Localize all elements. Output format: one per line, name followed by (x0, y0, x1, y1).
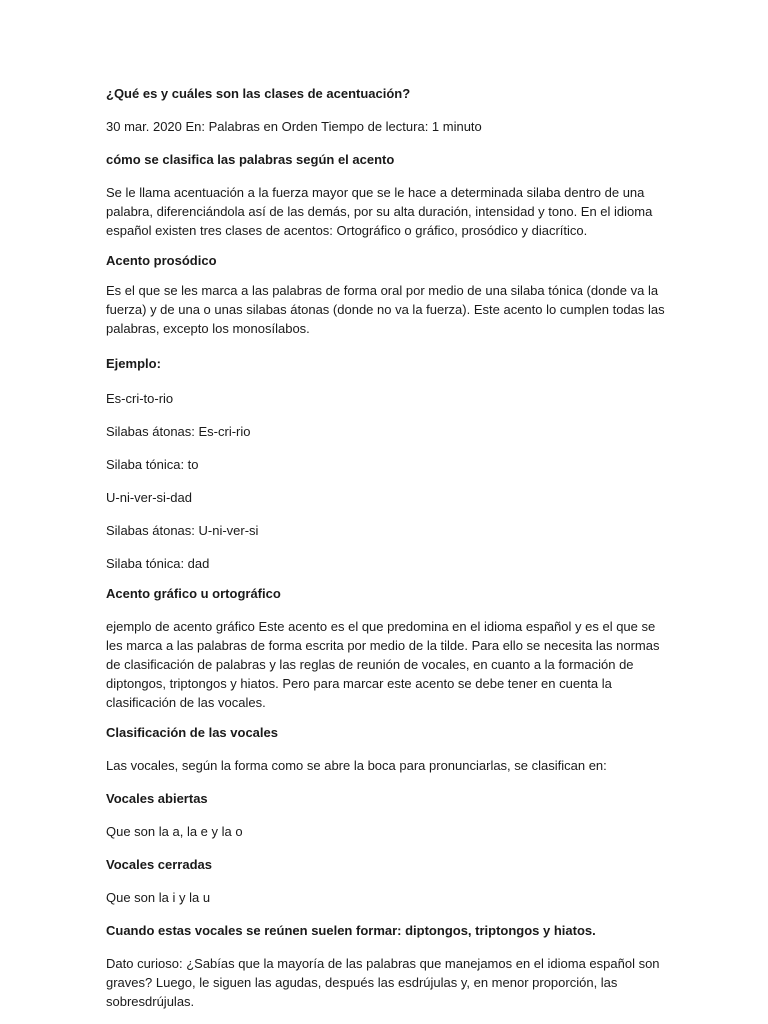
heading-union-vocales: Cuando estas vocales se reúnen suelen formar: diptongos, triptongos y hiatos. (106, 923, 596, 938)
paragraph-acento-prosodico: Es el que se les marca a las palabras de forma oral por medio de una silaba tónica (donde va la fuerza) y de una o unas silabas átonas (donde no va la fuerza). Este acento lo cumplen todas las palabras, excepto los monosílabos. (106, 283, 665, 336)
heading-acento-grafico: Acento gráfico u ortográfico (106, 586, 281, 601)
example-2-tonica: Silaba tónica: dad (106, 556, 210, 571)
document-subtitle: cómo se clasifica las palabras según el acento (106, 152, 395, 167)
heading-ejemplo: Ejemplo: (106, 356, 161, 371)
intro-paragraph: Se le llama acentuación a la fuerza mayor que se le hace a determinada silaba dentro de una palabra, diferenciándola así de las demás, por su alta duración, intensidad y tono. En el idioma español existen tres clases de acentos: Ortográfico o gráfico, prosódico y diacrítico. (106, 185, 653, 238)
heading-clasificacion-vocales: Clasificación de las vocales (106, 725, 278, 740)
document-title: ¿Qué es y cuáles son las clases de acentuación? (106, 86, 411, 101)
paragraph-vocales-abiertas: Que son la a, la e y la o (106, 824, 243, 839)
example-word-2: U-ni-ver-si-dad (106, 490, 192, 505)
example-word-1: Es-cri-to-rio (106, 391, 174, 406)
example-2-atonas: Silabas átonas: U-ni-ver-si (106, 523, 259, 538)
example-1-tonica: Silaba tónica: to (106, 457, 199, 472)
document-page (106, 84, 666, 1011)
paragraph-dato-curioso: Dato curioso: ¿Sabías que la mayoría de las palabras que manejamos en el idioma español son graves? Luego, le siguen las agudas, después las esdrújulas y, en menor proporción, las sobresdrújulas. (106, 956, 660, 1009)
paragraph-acento-grafico: ejemplo de acento gráfico Este acento es el que predomina en el idioma español y es el que se les marca a las palabras de forma escrita por medio de la tilde. Para ello se necesita las normas de clasificación de palabras y las reglas de reunión de vocales, en cuanto a la formación de diptongos, triptongos y hiatos. Pero para marcar este acento se debe tener en cuenta la clasificación de las vocales. (106, 619, 660, 710)
document-meta: 30 mar. 2020 En: Palabras en Orden Tiempo de lectura: 1 minuto (106, 119, 482, 134)
example-1-atonas: Silabas átonas: Es-cri-rio (106, 424, 251, 439)
paragraph-vocales-cerradas: Que son la i y la u (106, 890, 211, 905)
heading-vocales-cerradas: Vocales cerradas (106, 857, 212, 872)
paragraph-clasificacion-vocales: Las vocales, según la forma como se abre la boca para pronunciarlas, se clasifican en: (106, 758, 607, 773)
heading-vocales-abiertas: Vocales abiertas (106, 791, 208, 806)
heading-acento-prosodico: Acento prosódico (106, 253, 217, 268)
